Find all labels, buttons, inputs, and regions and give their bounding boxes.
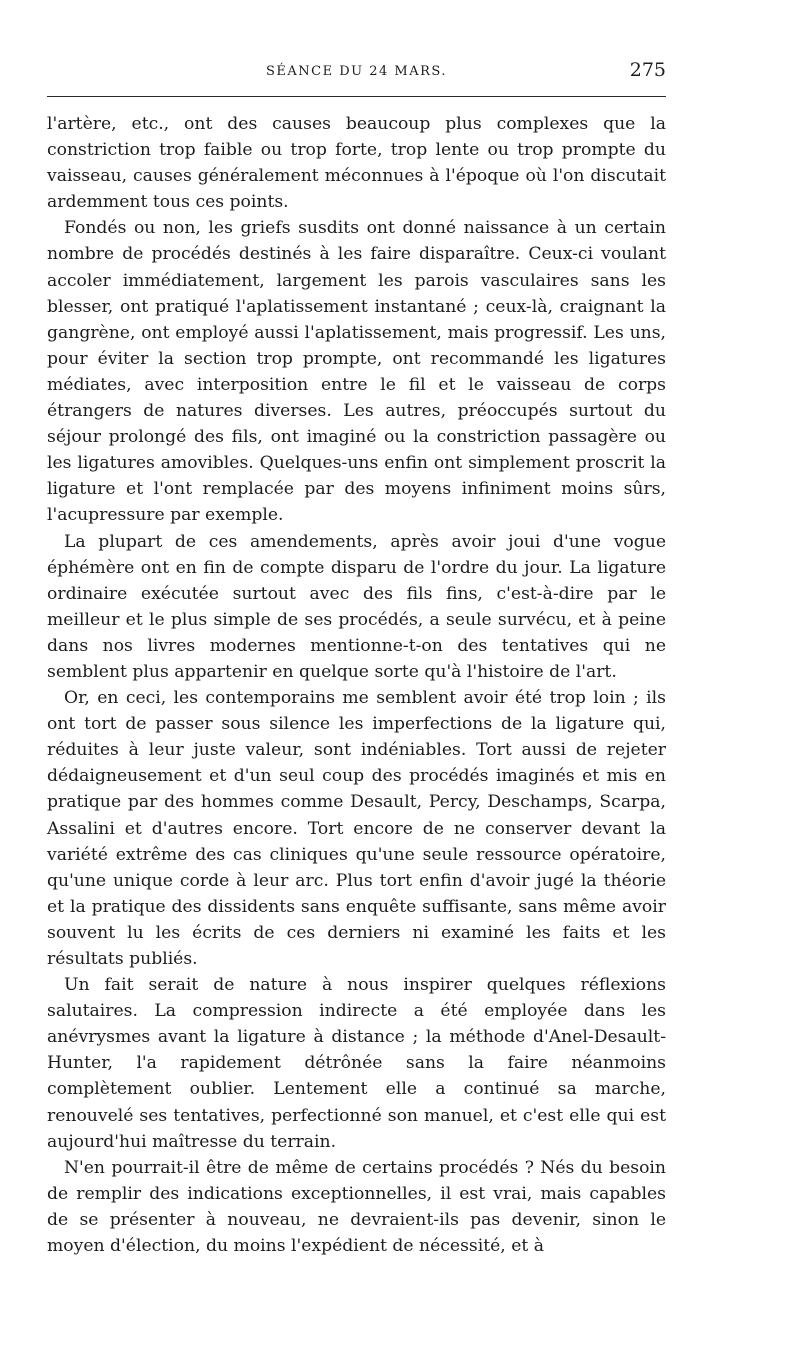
header-rule <box>47 96 666 97</box>
paragraph-continuation: l'artère, etc., ont des causes beaucoup plus complexes que la constriction trop faible ou trop forte, trop lente ou trop prompte du vaisseau, causes généralement méconnues à l'époque où l'on discutait ardemment tous ces points. <box>47 114 666 213</box>
paragraph: Un fait serait de nature à nous inspirer quelques réflexions salutaires. La compression indirecte a été employée dans les anévrysmes avant la ligature à distance ; la méthode d'Anel-Desault-Hunter, l'a rapidement détrônée sans la faire néanmoins complètement oublier. Lentement elle a continué sa marche, renouvelé ses tentatives, perfectionné son manuel, et c'est elle qui est aujourd'hui maîtresse du terrain. <box>47 975 666 1152</box>
running-head-title: SÉANCE DU 24 MARS. <box>266 64 447 79</box>
paragraph: Fondés ou non, les griefs susdits ont donné naissance à un certain nombre de procédés destinés à les faire disparaître. Ceux-ci voulant accoler immédiatement, largement les parois vasculaires sans les blesser, ont pratiqué l'aplatissement instantané ; ceux-là, craignant la gangrène, ont employé aussi l'aplatissement, mais progressif. Les uns, pour éviter la section trop prompte, ont recommandé les ligatures médiates, avec interposition entre le fil et le vaisseau de corps étrangers de natures diverses. Les autres, préoccupés surtout du séjour prolongé des fils, ont imaginé ou la constriction passagère ou les ligatures amovibles. Quelques-uns enfin ont simplement proscrit la ligature et l'ont remplacée par des moyens infiniment moins sûrs, l'acupressure par exemple. <box>47 218 666 526</box>
paragraph: Or, en ceci, les contemporains me semblent avoir été trop loin ; ils ont tort de passer sous silence les imperfections de la ligature qui, réduites à leur juste valeur, sont indéniables. Tort aussi de rejeter dédaigneusement et d'un seul coup des procédés imaginés et mis en pratique par des hommes comme Desault, Percy, Deschamps, Scarpa, Assalini et d'autres encore. Tort encore de ne conserver devant la variété extrême des cas cliniques qu'une seule ressource opératoire, qu'une unique corde à leur arc. Plus tort enfin d'avoir jugé la théorie et la pratique des dissidents sans enquête suffisante, sans même avoir souvent lu les écrits de ces derniers ni examiné les faits et les résultats publiés. <box>47 688 666 969</box>
paragraph: N'en pourrait-il être de même de certains procédés ? Nés du besoin de remplir des indications exceptionnelles, il est vrai, mais capables de se présenter à nouveau, ne devraient-ils pas devenir, sinon le moyen d'élection, du moins l'expédient de nécessité, et à <box>47 1157 666 1257</box>
paragraph: La plupart de ces amendements, après avoir joui d'une vogue éphémère ont en fin de compte disparu de l'ordre du jour. La ligature ordinaire exécutée surtout avec des fils fins, c'est-à-dire par le meilleur et le plus simple de ses procédés, a seule survécu, et à peine dans nos livres modernes mentionne-t-on des tentatives qui ne semblent plus appartenir en quelque sorte qu'à l'histoire de l'art. <box>47 531 666 682</box>
body-text <box>47 111 666 1259</box>
running-head <box>47 60 666 86</box>
page-number: 275 <box>629 59 666 81</box>
